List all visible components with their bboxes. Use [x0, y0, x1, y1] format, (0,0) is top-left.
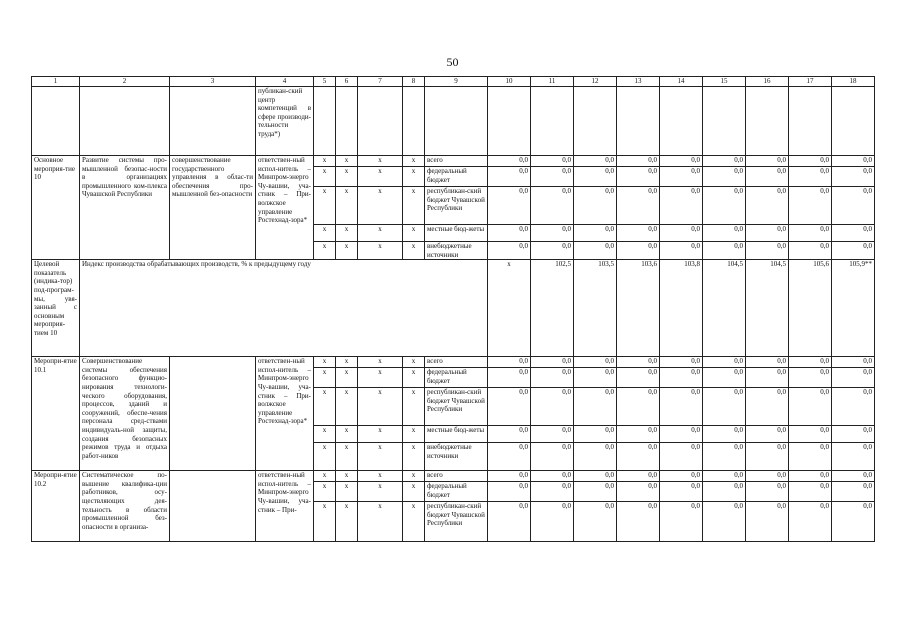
- event-name: Основное мероприя-тие 10: [32, 156, 80, 260]
- funding-value: 0,0: [789, 426, 832, 443]
- cell-empty: [403, 87, 425, 156]
- funding-value: 0,0: [703, 167, 746, 187]
- funding-value: 0,0: [617, 482, 660, 502]
- column-number: 15: [703, 77, 746, 87]
- funding-source: всего: [425, 156, 488, 167]
- event-executor: ответствен-ный испол-нитель – Минпром-энерго Чу-вашии, уча-стник – При-волжское управление Ростехнад-зора*: [256, 156, 314, 260]
- funding-value: 0,0: [574, 388, 617, 426]
- funding-source: местные бюд-жеты: [425, 426, 488, 443]
- code-cell: x: [336, 368, 358, 388]
- funding-value: 0,0: [703, 242, 746, 260]
- code-cell: x: [358, 156, 403, 167]
- funding-value: 0,0: [746, 426, 789, 443]
- funding-value: 0,0: [832, 426, 875, 443]
- funding-source: республикан-ский бюджет Чувашской Республики: [425, 388, 488, 426]
- funding-value: 0,0: [789, 388, 832, 426]
- funding-value: 0,0: [617, 443, 660, 471]
- funding-value: 0,0: [574, 368, 617, 388]
- funding-source: внебюджетные источники: [425, 242, 488, 260]
- funding-value: 0,0: [531, 357, 574, 368]
- funding-value: 0,0: [617, 242, 660, 260]
- table-row: [32, 357, 875, 368]
- cell-empty: [617, 87, 660, 156]
- code-cell: x: [358, 502, 403, 542]
- funding-value: 0,0: [832, 502, 875, 542]
- funding-source: федеральный бюджет: [425, 482, 488, 502]
- indicator-value: 105,9**: [832, 260, 875, 357]
- funding-value: 0,0: [703, 368, 746, 388]
- continuation-row: [32, 87, 875, 156]
- code-cell: x: [336, 443, 358, 471]
- funding-value: 0,0: [660, 225, 703, 242]
- funding-value: 0,0: [617, 357, 660, 368]
- column-number: 6: [336, 77, 358, 87]
- funding-value: 0,0: [832, 368, 875, 388]
- funding-value: 0,0: [660, 187, 703, 225]
- funding-source: всего: [425, 357, 488, 368]
- indicator-mark: х: [488, 260, 531, 357]
- code-cell: x: [314, 388, 336, 426]
- funding-value: 0,0: [789, 167, 832, 187]
- funding-value: 0,0: [789, 242, 832, 260]
- cell-empty: [170, 87, 256, 156]
- funding-value: 0,0: [488, 426, 531, 443]
- funding-value: 0,0: [832, 443, 875, 471]
- code-cell: x: [358, 187, 403, 225]
- funding-value: 0,0: [660, 156, 703, 167]
- funding-value: 0,0: [531, 242, 574, 260]
- funding-value: 0,0: [832, 167, 875, 187]
- cell-empty: [425, 87, 488, 156]
- column-number: 12: [574, 77, 617, 87]
- funding-value: 0,0: [617, 225, 660, 242]
- cell-empty: [789, 87, 832, 156]
- funding-source: республикан-ский бюджет Чувашской Республики: [425, 502, 488, 542]
- funding-value: 0,0: [488, 225, 531, 242]
- code-cell: x: [403, 225, 425, 242]
- funding-value: 0,0: [789, 502, 832, 542]
- cell-empty: [358, 87, 403, 156]
- funding-value: 0,0: [746, 187, 789, 225]
- funding-value: 0,0: [574, 443, 617, 471]
- code-cell: x: [314, 156, 336, 167]
- event-name: Меропри-ятие 10.2: [32, 471, 80, 542]
- funding-value: 0,0: [832, 357, 875, 368]
- code-cell: x: [314, 482, 336, 502]
- funding-value: 0,0: [488, 357, 531, 368]
- code-cell: x: [336, 225, 358, 242]
- funding-source: внебюджетные источники: [425, 443, 488, 471]
- code-cell: x: [314, 443, 336, 471]
- funding-value: 0,0: [660, 471, 703, 482]
- column-number: 1: [32, 77, 80, 87]
- code-cell: x: [358, 471, 403, 482]
- funding-value: 0,0: [789, 225, 832, 242]
- funding-source: федеральный бюджет: [425, 167, 488, 187]
- funding-value: 0,0: [488, 482, 531, 502]
- page-number: 50: [446, 55, 459, 69]
- code-cell: x: [336, 482, 358, 502]
- funding-value: 0,0: [660, 242, 703, 260]
- code-cell: x: [314, 167, 336, 187]
- funding-value: 0,0: [574, 357, 617, 368]
- funding-value: 0,0: [531, 187, 574, 225]
- budget-table: [31, 76, 875, 542]
- indicator-row: [32, 260, 875, 357]
- code-cell: x: [358, 388, 403, 426]
- code-cell: x: [403, 443, 425, 471]
- funding-value: 0,0: [703, 471, 746, 482]
- funding-value: 0,0: [789, 187, 832, 225]
- code-cell: x: [403, 426, 425, 443]
- funding-value: 0,0: [531, 426, 574, 443]
- funding-value: 0,0: [574, 502, 617, 542]
- funding-value: 0,0: [703, 426, 746, 443]
- funding-value: 0,0: [746, 357, 789, 368]
- funding-value: 0,0: [789, 443, 832, 471]
- header-row: [32, 77, 875, 87]
- funding-source: всего: [425, 471, 488, 482]
- column-number: 4: [256, 77, 314, 87]
- funding-value: 0,0: [488, 471, 531, 482]
- column-number: 18: [832, 77, 875, 87]
- funding-value: 0,0: [703, 388, 746, 426]
- funding-value: 0,0: [531, 167, 574, 187]
- event-name: Меропри-ятие 10.1: [32, 357, 80, 471]
- funding-value: 0,0: [703, 502, 746, 542]
- funding-value: 0,0: [531, 482, 574, 502]
- cell-empty: [746, 87, 789, 156]
- funding-value: 0,0: [660, 502, 703, 542]
- code-cell: x: [403, 502, 425, 542]
- code-cell: x: [403, 187, 425, 225]
- funding-value: 0,0: [488, 187, 531, 225]
- funding-source: федеральный бюджет: [425, 368, 488, 388]
- cell-empty: [32, 87, 80, 156]
- funding-value: 0,0: [531, 368, 574, 388]
- code-cell: x: [358, 482, 403, 502]
- funding-value: 0,0: [703, 156, 746, 167]
- funding-value: 0,0: [746, 156, 789, 167]
- code-cell: x: [358, 242, 403, 260]
- code-cell: x: [403, 357, 425, 368]
- column-number: 2: [80, 77, 170, 87]
- funding-value: 0,0: [746, 368, 789, 388]
- event-title: Систематическое по-вышение квалифика-ции работников, осу-ществляющих дея-тельность в области промышленной без-опасности в организа-: [80, 471, 170, 542]
- cell-empty: [314, 87, 336, 156]
- funding-value: 0,0: [832, 225, 875, 242]
- code-cell: x: [358, 426, 403, 443]
- funding-value: 0,0: [660, 167, 703, 187]
- cell-empty: [80, 87, 170, 156]
- cell-empty: [488, 87, 531, 156]
- executor-cell: публикан-ский центр компетенций в сфере производи-тельности труда*): [256, 87, 314, 156]
- funding-value: 0,0: [746, 482, 789, 502]
- code-cell: x: [314, 471, 336, 482]
- funding-value: 0,0: [660, 482, 703, 502]
- funding-value: 0,0: [574, 187, 617, 225]
- funding-value: 0,0: [660, 357, 703, 368]
- code-cell: x: [314, 187, 336, 225]
- funding-value: 0,0: [789, 482, 832, 502]
- funding-value: 0,0: [488, 156, 531, 167]
- code-cell: x: [403, 482, 425, 502]
- event-executor: ответствен-ный испол-нитель – Минпром-энерго Чу-вашии, уча-стник – При-: [256, 471, 314, 542]
- code-cell: x: [336, 167, 358, 187]
- code-cell: x: [336, 242, 358, 260]
- funding-value: 0,0: [703, 482, 746, 502]
- event-goal: совершенствование государственного управления в облас-ти обеспечения про-мышленной без-опасности: [170, 156, 256, 260]
- indicator-value: 103,5: [574, 260, 617, 357]
- funding-value: 0,0: [574, 471, 617, 482]
- code-cell: x: [314, 225, 336, 242]
- funding-value: 0,0: [574, 242, 617, 260]
- funding-value: 0,0: [531, 502, 574, 542]
- cell-empty: [336, 87, 358, 156]
- funding-value: 0,0: [488, 443, 531, 471]
- indicator-text: Индекс производства обрабатывающих производств, % к предыдущему году: [80, 260, 488, 357]
- funding-value: 0,0: [746, 471, 789, 482]
- funding-value: 0,0: [746, 242, 789, 260]
- code-cell: x: [358, 225, 403, 242]
- cell-empty: [531, 87, 574, 156]
- code-cell: x: [403, 471, 425, 482]
- funding-value: 0,0: [703, 225, 746, 242]
- funding-value: 0,0: [746, 502, 789, 542]
- indicator-value: 103,6: [617, 260, 660, 357]
- column-number: 16: [746, 77, 789, 87]
- funding-value: 0,0: [660, 388, 703, 426]
- code-cell: x: [336, 426, 358, 443]
- column-number: 7: [358, 77, 403, 87]
- funding-value: 0,0: [703, 187, 746, 225]
- funding-value: 0,0: [832, 471, 875, 482]
- funding-value: 0,0: [488, 242, 531, 260]
- code-cell: x: [403, 167, 425, 187]
- column-number: 13: [617, 77, 660, 87]
- funding-value: 0,0: [574, 225, 617, 242]
- code-cell: x: [336, 388, 358, 426]
- funding-value: 0,0: [746, 167, 789, 187]
- funding-value: 0,0: [617, 156, 660, 167]
- funding-value: 0,0: [488, 502, 531, 542]
- funding-value: 0,0: [789, 156, 832, 167]
- funding-value: 0,0: [531, 443, 574, 471]
- indicator-value: 102,5: [531, 260, 574, 357]
- funding-value: 0,0: [832, 482, 875, 502]
- code-cell: x: [336, 156, 358, 167]
- funding-value: 0,0: [617, 471, 660, 482]
- table-row: [32, 156, 875, 167]
- funding-value: 0,0: [617, 167, 660, 187]
- funding-value: 0,0: [832, 187, 875, 225]
- code-cell: x: [336, 187, 358, 225]
- funding-value: 0,0: [574, 156, 617, 167]
- event-title: Совершенствование системы обеспечения безопасного функцио-нирования технологи-ческого оборудования, процессов, зданий и сооружений, обеспе-чения персонала сред-ствами индивидуаль-ной защиты, создания безопасных режимов труда и отдыха работ-ников: [80, 357, 170, 471]
- table-row: [32, 471, 875, 482]
- funding-value: 0,0: [574, 426, 617, 443]
- code-cell: x: [336, 471, 358, 482]
- funding-value: 0,0: [789, 471, 832, 482]
- funding-value: 0,0: [531, 225, 574, 242]
- indicator-value: 105,6: [789, 260, 832, 357]
- code-cell: x: [403, 242, 425, 260]
- funding-value: 0,0: [617, 388, 660, 426]
- code-cell: x: [403, 368, 425, 388]
- cell-empty: [832, 87, 875, 156]
- funding-value: 0,0: [531, 471, 574, 482]
- code-cell: x: [336, 357, 358, 368]
- cell-empty: [703, 87, 746, 156]
- funding-value: 0,0: [488, 167, 531, 187]
- column-number: 14: [660, 77, 703, 87]
- event-goal: [170, 357, 256, 471]
- funding-value: 0,0: [746, 388, 789, 426]
- code-cell: x: [314, 368, 336, 388]
- code-cell: x: [314, 242, 336, 260]
- code-cell: x: [403, 156, 425, 167]
- funding-value: 0,0: [746, 443, 789, 471]
- code-cell: x: [314, 502, 336, 542]
- funding-value: 0,0: [531, 156, 574, 167]
- funding-value: 0,0: [574, 167, 617, 187]
- column-number: 8: [403, 77, 425, 87]
- funding-value: 0,0: [832, 388, 875, 426]
- indicator-value: 103,8: [660, 260, 703, 357]
- funding-value: 0,0: [488, 368, 531, 388]
- funding-value: 0,0: [660, 368, 703, 388]
- column-number: 10: [488, 77, 531, 87]
- funding-value: 0,0: [617, 187, 660, 225]
- funding-source: местные бюд-жеты: [425, 225, 488, 242]
- funding-value: 0,0: [660, 443, 703, 471]
- funding-value: 0,0: [789, 368, 832, 388]
- code-cell: x: [358, 357, 403, 368]
- column-number: 11: [531, 77, 574, 87]
- funding-value: 0,0: [531, 388, 574, 426]
- funding-value: 0,0: [617, 502, 660, 542]
- code-cell: x: [314, 357, 336, 368]
- code-cell: x: [403, 388, 425, 426]
- column-number: 5: [314, 77, 336, 87]
- funding-value: 0,0: [488, 388, 531, 426]
- indicator-value: 104,5: [746, 260, 789, 357]
- event-title: Развитие системы про-мышленной безопас-ности в организациях промышленного ком-плекса Чувашской Республики: [80, 156, 170, 260]
- funding-value: 0,0: [660, 426, 703, 443]
- funding-value: 0,0: [703, 443, 746, 471]
- event-executor: ответствен-ный испол-нитель – Минпром-энерго Чу-вашии, уча-стник – При-волжское управление Ростехнад-зора*: [256, 357, 314, 471]
- code-cell: x: [336, 502, 358, 542]
- column-number: 3: [170, 77, 256, 87]
- code-cell: x: [314, 426, 336, 443]
- funding-value: 0,0: [617, 426, 660, 443]
- funding-value: 0,0: [574, 482, 617, 502]
- indicator-name: Целевой показатель (индика-тор) под-програм-мы, увя-занный с основным мероприя-тием 10: [32, 260, 80, 357]
- code-cell: x: [358, 167, 403, 187]
- funding-value: 0,0: [703, 357, 746, 368]
- funding-value: 0,0: [617, 368, 660, 388]
- code-cell: x: [358, 443, 403, 471]
- code-cell: x: [358, 368, 403, 388]
- column-number: 9: [425, 77, 488, 87]
- funding-value: 0,0: [832, 156, 875, 167]
- funding-source: республикан-ский бюджет Чувашской Республики: [425, 187, 488, 225]
- cell-empty: [660, 87, 703, 156]
- cell-empty: [574, 87, 617, 156]
- indicator-value: 104,5: [703, 260, 746, 357]
- funding-value: 0,0: [832, 242, 875, 260]
- column-number: 17: [789, 77, 832, 87]
- event-goal: [170, 471, 256, 542]
- funding-value: 0,0: [789, 357, 832, 368]
- funding-value: 0,0: [746, 225, 789, 242]
